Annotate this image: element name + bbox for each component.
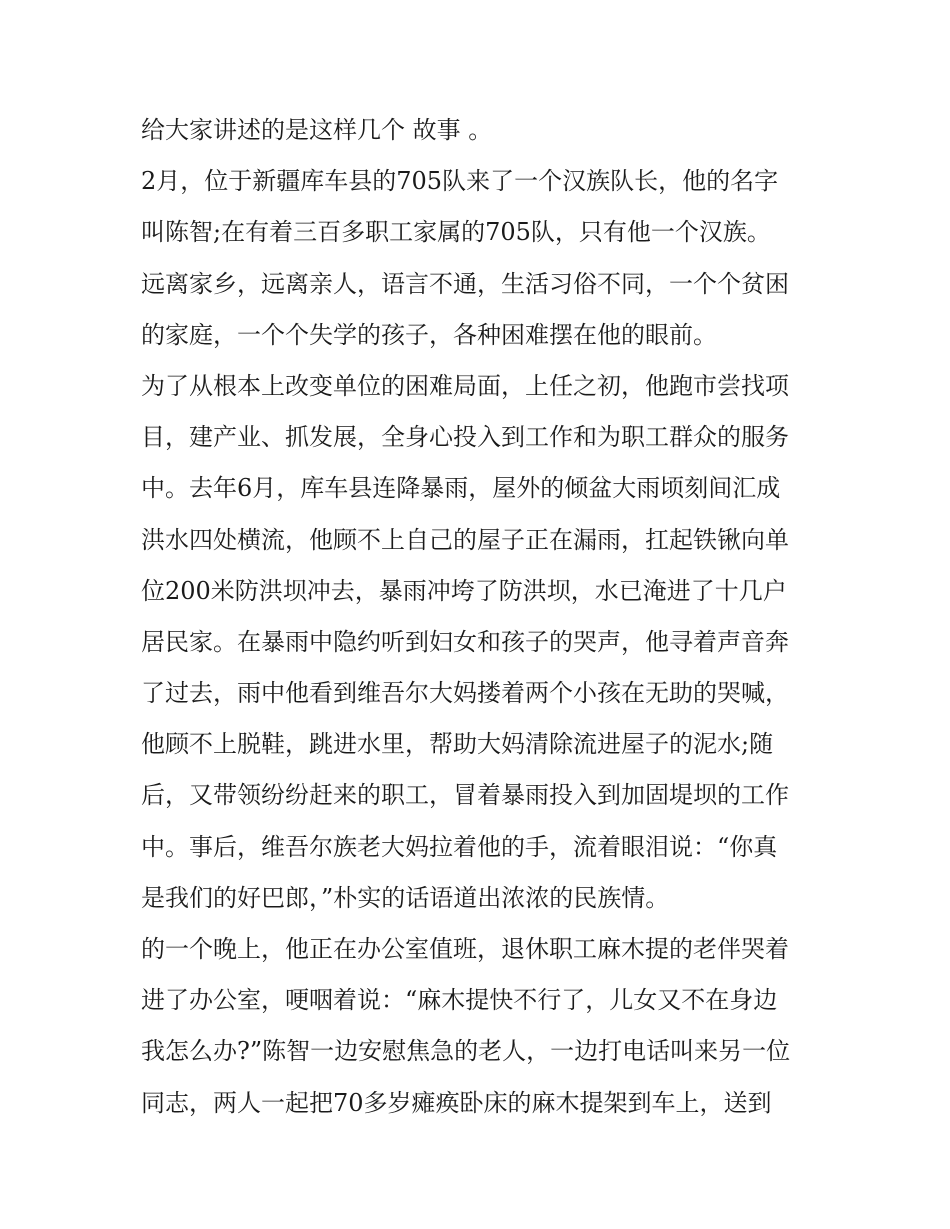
text-line: 了过去，雨中他看到维吾尔大妈搂着两个小孩在无助的哭喊， (141, 679, 789, 708)
text-line: 目，建产业、抓发展，全身心投入到工作和为职工群众的服务 (141, 423, 789, 452)
text-line: 进了办公室，哽咽着说：“麻木提快不行了，儿女又不在身边 (141, 986, 778, 1015)
text-line: 中。去年6月，库车县连降暴雨，屋外的倾盆大雨顷刻间汇成 (141, 474, 781, 503)
text-line: 为了从根本上改变单位的困难局面，上任之初，他跑市尝找项 (141, 371, 789, 400)
text-line: 他顾不上脱鞋，跳进水里，帮助大妈清除流进屋子的泥水;随 (141, 730, 774, 759)
document-body (141, 105, 813, 1129)
text-line: 位200米防洪坝冲去，暴雨冲垮了防洪坝，水已淹进了十几户 (141, 576, 787, 605)
text-line: 叫陈智;在有着三百多职工家属的705队，只有他一个汉族。 (141, 218, 771, 247)
text-line: 同志，两人一起把70多岁瘫痪卧床的麻木提架到车上，送到 (141, 1088, 772, 1117)
text-line: 远离家乡，远离亲人，语言不通，生活习俗不同，一个个贫困 (141, 269, 789, 298)
text-line: 的一个晚上，他正在办公室值班，退休职工麻木提的老伴哭着 (141, 935, 789, 963)
text-line: 是我们的好巴郎，”朴实的话语道出浓浓的民族情。 (141, 883, 670, 912)
text-line: 我怎么办?”陈智一边安慰焦急的老人，一边打电话叫来另一位 (141, 1037, 791, 1066)
text-line: 后，又带领纷纷赶来的职工，冒着暴雨投入到加固堤坝的工作 (141, 781, 789, 810)
text-line: 洪水四处横流，他顾不上自己的屋子正在漏雨，扛起铁锹向单 (141, 525, 789, 554)
text-line: 居民家。在暴雨中隐约听到妇女和孩子的哭声，他寻着声音奔 (141, 627, 789, 656)
text-line: 中。事后，维吾尔族老大妈拉着他的手，流着眼泪说：“你真 (141, 832, 778, 861)
text-line: 2月，位于新疆库车县的705队来了一个汉族队长，他的名字 (141, 167, 779, 196)
text-line: 的家庭，一个个失学的孩子，各种困难摆在他的眼前。 (141, 320, 717, 349)
text-line: 给大家讲述的是这样几个 故事 。 (141, 116, 493, 144)
